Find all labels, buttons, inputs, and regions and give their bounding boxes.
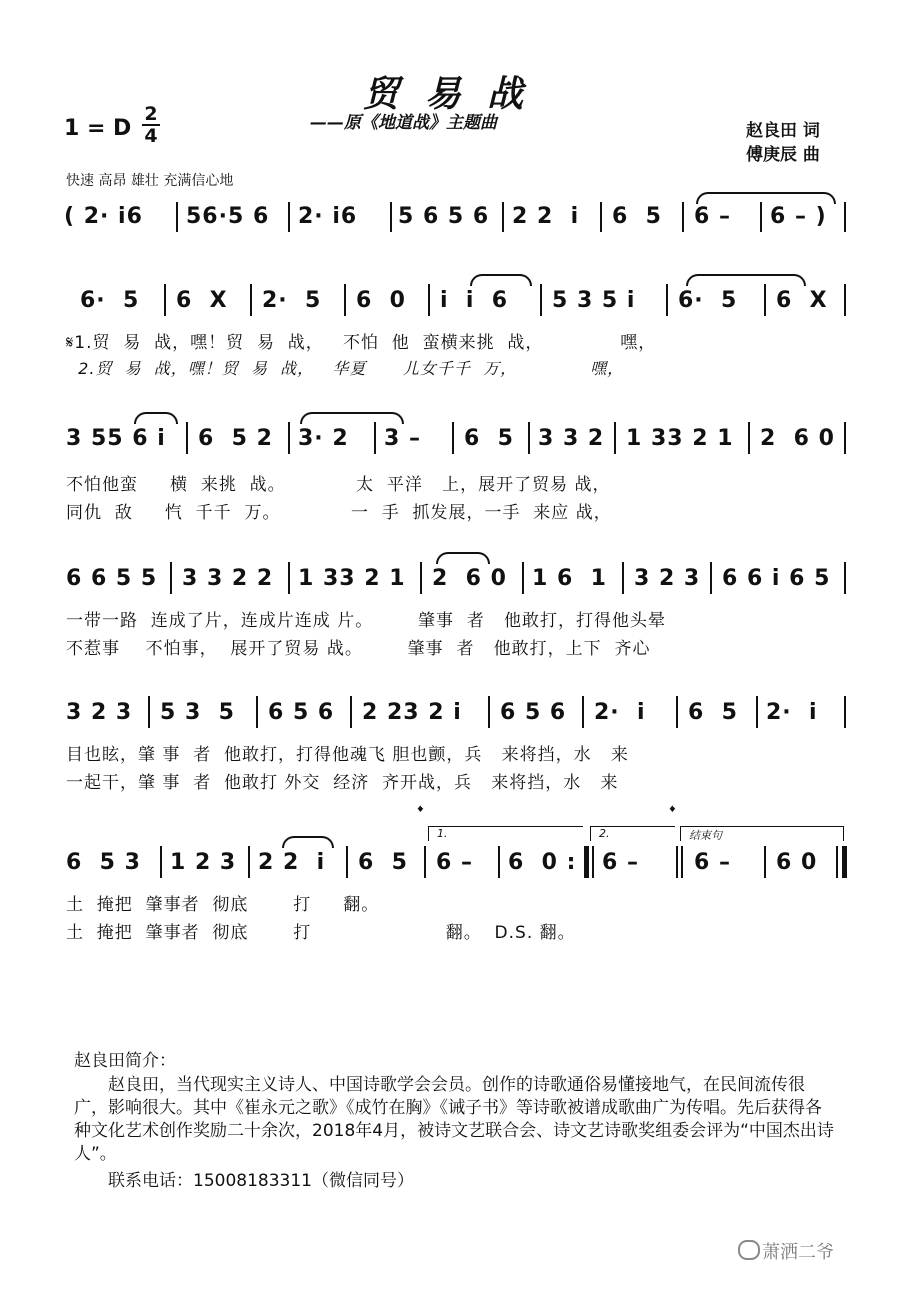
barline bbox=[186, 422, 188, 454]
lyric-line-2: 一起干，肇 事 者 他敢打 外交 经济 齐开战，兵 来将挡，水 来 bbox=[66, 773, 619, 793]
second-ending-label: 2. bbox=[599, 827, 610, 840]
measure: 2· i bbox=[594, 700, 646, 725]
barline bbox=[622, 562, 624, 594]
measure: 2 6 0 bbox=[760, 426, 835, 451]
measure: 6 X bbox=[176, 288, 228, 313]
barline bbox=[176, 202, 178, 232]
barline bbox=[844, 202, 846, 232]
first-ending-label: 1. bbox=[437, 827, 448, 840]
barline bbox=[350, 696, 352, 728]
song-title: 贸易战 bbox=[362, 73, 549, 115]
barline bbox=[502, 202, 504, 232]
barline bbox=[710, 562, 712, 594]
barline bbox=[756, 696, 758, 728]
barline bbox=[764, 284, 766, 316]
measure: 6 6 5 5 bbox=[66, 566, 158, 591]
measure: 1 6 1 bbox=[532, 566, 607, 591]
measure: 2 23 2 i bbox=[362, 700, 462, 725]
measure: 3· 2 bbox=[298, 426, 349, 451]
barline bbox=[682, 202, 684, 232]
measure: 2 2 i bbox=[512, 204, 580, 229]
lyric-line-1: 目也眩，肇 事 者 他敢打，打得他魂飞 胆也颤，兵 来将挡，水 来 bbox=[66, 745, 629, 765]
slur bbox=[282, 836, 334, 848]
first-ending-bracket bbox=[428, 826, 583, 841]
lyric-line-1: 不怕他蛮 横 来挑 战。 太 平洋 上，展开了贸易 战， bbox=[66, 475, 611, 495]
measure: 3 55 6 i bbox=[66, 426, 166, 451]
barline bbox=[288, 202, 290, 232]
barline bbox=[844, 562, 846, 594]
barline bbox=[582, 696, 584, 728]
wechat-icon bbox=[738, 1240, 760, 1260]
measure: 3 3 2 2 bbox=[182, 566, 274, 591]
measure: 6 – ) bbox=[770, 204, 827, 229]
final-ending-bracket bbox=[680, 826, 844, 841]
barline bbox=[248, 846, 250, 878]
slur bbox=[470, 274, 532, 286]
barline bbox=[488, 696, 490, 728]
measure: 6 X bbox=[776, 288, 828, 313]
barline bbox=[844, 284, 846, 316]
barline bbox=[452, 422, 454, 454]
measure: 6 0 : bbox=[508, 850, 577, 875]
measure: 3 – bbox=[384, 426, 421, 451]
barline bbox=[374, 422, 376, 454]
measure: 6 5 2 bbox=[198, 426, 273, 451]
barline bbox=[148, 696, 150, 728]
time-signature-top: 2 bbox=[144, 103, 158, 125]
barline bbox=[676, 696, 678, 728]
measure: 6 6 i 6 5 bbox=[722, 566, 831, 591]
measure: i i 6 bbox=[440, 288, 509, 313]
measure: 3 2 3 bbox=[66, 700, 133, 725]
bio-body: 赵良田，当代现实主义诗人、中国诗歌学会会员。创作的诗歌通俗易懂接地气，在民间流传很广，影响很大。其中《崔永元之歌》《成竹在胸》《诫子书》等诗歌被谱成歌曲广为传唱。先后获得各种文化艺术创作奖励二十余次，2018年4月，被诗文艺联合会、诗文艺诗歌奖组委会评为“中国杰出诗人”。 bbox=[74, 1075, 834, 1164]
measure: 2· i bbox=[766, 700, 818, 725]
barline bbox=[344, 284, 346, 316]
measure: 2 2 i bbox=[258, 850, 326, 875]
measure: 6 5 3 bbox=[66, 850, 141, 875]
lyric-line-2: 不惹事 不怕事， 展开了贸易 战。 肇事 者 他敢打，上下 齐心 bbox=[66, 639, 651, 659]
barline bbox=[666, 284, 668, 316]
barline bbox=[676, 846, 678, 878]
measure: 3 2 3 bbox=[634, 566, 701, 591]
time-signature-bottom: 4 bbox=[144, 125, 158, 147]
measure: 6 – bbox=[694, 850, 731, 875]
lyric-line-1: 一带一路 连成了片，连成片连成 片。 肇事 者 他敢打，打得他头晕 bbox=[66, 611, 667, 631]
measure: 6 5 bbox=[612, 204, 662, 229]
barline bbox=[250, 284, 252, 316]
measure: 6 0 bbox=[356, 288, 406, 313]
contact-phone: 联系电话：15008183311（微信同号） bbox=[108, 1171, 414, 1191]
barline bbox=[424, 846, 426, 878]
final-barline bbox=[842, 846, 847, 878]
barline bbox=[164, 284, 166, 316]
measure: 5 3 5 i bbox=[552, 288, 636, 313]
measure: 2· i6 bbox=[298, 204, 358, 229]
lyric-line-2: 2.贸 易 战，嘿！贸 易 战， 华夏 儿女千千 万， 嘿， bbox=[66, 359, 625, 378]
measure: 6 – bbox=[436, 850, 473, 875]
bio-heading: 赵良田简介： bbox=[74, 1051, 176, 1071]
measure: 6 5 bbox=[358, 850, 408, 875]
measure: 5 6 5 6 bbox=[398, 204, 490, 229]
measure: 56·5 6 bbox=[186, 204, 270, 229]
barline bbox=[614, 422, 616, 454]
composer-credit: 傅庚辰 曲 bbox=[746, 145, 820, 165]
barline bbox=[428, 284, 430, 316]
barline bbox=[256, 696, 258, 728]
coda-sign: 𝄌 bbox=[418, 804, 423, 820]
barline bbox=[346, 846, 348, 878]
measure: 2 6 0 bbox=[432, 566, 507, 591]
repeat-end-barline bbox=[584, 846, 589, 878]
lyric-line-2: 同仇 敌 忾 千千 万。 一 手 抓发展，一手 来应 战， bbox=[66, 503, 612, 523]
repeat-end-barline bbox=[592, 846, 594, 878]
measure: 6 5 6 bbox=[268, 700, 335, 725]
measure: ( 2· i6 bbox=[64, 204, 143, 229]
final-barline bbox=[836, 846, 838, 878]
measure: 6 – bbox=[602, 850, 639, 875]
barline bbox=[170, 562, 172, 594]
tie bbox=[696, 192, 836, 204]
lyric-line-1: 土 掩把 肇事者 彻底 打 翻。 bbox=[66, 895, 380, 915]
measure: 1 33 2 1 bbox=[298, 566, 406, 591]
barline bbox=[420, 562, 422, 594]
barline bbox=[390, 202, 392, 232]
barline bbox=[748, 422, 750, 454]
tie bbox=[300, 412, 404, 424]
measure: 6· 5 bbox=[678, 288, 738, 313]
measure: 2· 5 bbox=[262, 288, 322, 313]
barline bbox=[288, 422, 290, 454]
barline bbox=[522, 562, 524, 594]
final-ending-label: 结束句 bbox=[689, 829, 722, 842]
barline bbox=[288, 562, 290, 594]
barline bbox=[764, 846, 766, 878]
song-subtitle: ——原《地道战》主题曲 bbox=[310, 113, 497, 133]
watermark: 萧洒二爷 bbox=[762, 1242, 834, 1263]
tie bbox=[436, 552, 490, 564]
measure: 6 0 bbox=[776, 850, 818, 875]
time-signature bbox=[140, 104, 162, 146]
barline bbox=[540, 284, 542, 316]
barline bbox=[844, 696, 846, 728]
barline bbox=[760, 202, 762, 232]
barline bbox=[528, 422, 530, 454]
barline bbox=[498, 846, 500, 878]
measure: 3 3 2 bbox=[538, 426, 605, 451]
measure: 6 – bbox=[694, 204, 731, 229]
barline bbox=[844, 422, 846, 454]
barline bbox=[600, 202, 602, 232]
lyricist-credit: 赵良田 词 bbox=[746, 121, 820, 141]
measure: 6· 5 bbox=[80, 288, 140, 313]
measure: 6 5 bbox=[688, 700, 738, 725]
key-signature: 1 = D bbox=[64, 116, 132, 141]
slur bbox=[134, 412, 178, 424]
measure: 5 3 5 bbox=[160, 700, 235, 725]
lyric-line-1: 𝄋1.贸 易 战，嘿！贸 易 战， 不怕 他 蛮横来挑 战， 嘿， bbox=[66, 333, 657, 353]
barline bbox=[681, 846, 683, 878]
coda-sign: 𝄌 bbox=[670, 804, 675, 820]
tempo-marking: 快速 高昂 雄壮 充满信心地 bbox=[66, 173, 234, 189]
barline bbox=[160, 846, 162, 878]
measure: 1 2 3 bbox=[170, 850, 237, 875]
lyric-line-2: 土 掩把 肇事者 彻底 打 翻。 D.S. 翻。 bbox=[66, 923, 576, 943]
measure: 1 33 2 1 bbox=[626, 426, 734, 451]
measure: 6 5 bbox=[464, 426, 514, 451]
measure: 6 5 6 bbox=[500, 700, 567, 725]
tie bbox=[686, 274, 806, 286]
second-ending-bracket bbox=[590, 826, 675, 841]
